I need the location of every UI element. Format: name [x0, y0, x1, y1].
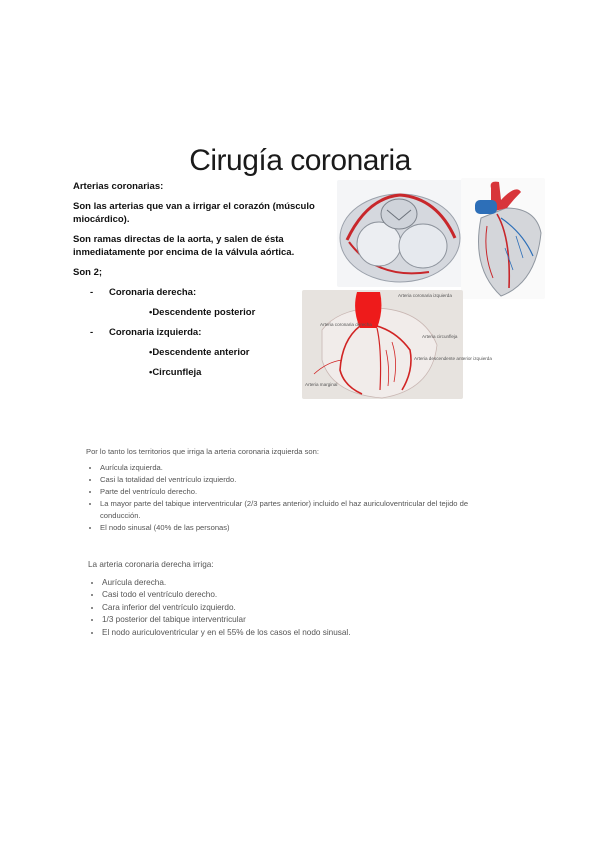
left-branch-item: •Descendente anterior — [149, 347, 250, 358]
left-branch-item: •Circunfleja — [149, 367, 202, 378]
right-coronary-label: Coronaria derecha: — [109, 287, 197, 298]
list-item: • El nodo sinusal (40% de las personas) — [100, 522, 506, 534]
right-territory-section — [88, 559, 508, 639]
left-territory-section — [86, 446, 506, 534]
left-territory-list — [86, 462, 506, 534]
dash-marker: - — [90, 287, 94, 298]
notes-heading: Arterias coronarias: — [73, 181, 164, 192]
page-title: Cirugía coronaria — [189, 144, 411, 178]
list-item: • Casi todo el ventrículo derecho. — [102, 589, 508, 602]
diagram-label-lad: Arteria descendente anterior izquierda — [414, 356, 492, 361]
notes-paragraph-2: Son ramas directas de la aorta, y salen de ésta inmediatamente por encima de la válvula aórtica. — [73, 234, 295, 258]
heart-image — [461, 178, 545, 299]
list-item: • Aurícula derecha. — [102, 577, 508, 590]
list-item: • Cara inferior del ventrículo izquierdo. — [102, 602, 508, 615]
right-branch-item: •Descendente posterior — [149, 307, 256, 318]
diagram-label-circumflex: Arteria circunfleja — [422, 334, 458, 339]
list-item: • La mayor parte del tabique interventricular (2/3 partes anterior) incluido el haz auriculoventricular del tejido de conducción. — [100, 498, 506, 522]
list-item: • 1/3 posterior del tabique interventricular — [102, 614, 508, 627]
list-item: • El nodo auriculoventricular y en el 55% de los casos el nodo sinusal. — [102, 627, 508, 640]
right-territory-list — [88, 577, 508, 640]
list-item: • Parte del ventrículo derecho. — [100, 486, 506, 498]
left-coronary-label: Coronaria izquierda: — [109, 327, 202, 338]
diagram-label-right-coronary: Arteria coronaria derecha — [320, 322, 372, 327]
notes-paragraph-1: Son las arterias que van a irrigar el corazón (músculo miocárdico). — [73, 201, 315, 225]
right-territory-intro: La arteria coronaria derecha irriga: — [88, 560, 214, 569]
list-item: • Casi la totalidad del ventrículo izquierdo. — [100, 474, 506, 486]
coronary-diagram-illustration — [302, 290, 492, 399]
list-item: • Aurícula izquierda. — [100, 462, 506, 474]
diagram-label-marginal: Arteria marginal — [305, 382, 338, 387]
heart-illustration — [461, 178, 545, 299]
aortic-valve-image — [337, 180, 463, 287]
left-territory-intro: Por lo tanto los territorios que irriga la arteria coronaria izquierda son: — [86, 447, 319, 456]
aortic-valve-illustration — [337, 180, 463, 287]
dash-marker: - — [90, 327, 94, 338]
diagram-label-left-coronary: Arteria coronaria izquierda — [398, 293, 452, 298]
notes-paragraph-3: Son 2; — [73, 267, 103, 278]
coronary-diagram-image — [302, 290, 492, 399]
